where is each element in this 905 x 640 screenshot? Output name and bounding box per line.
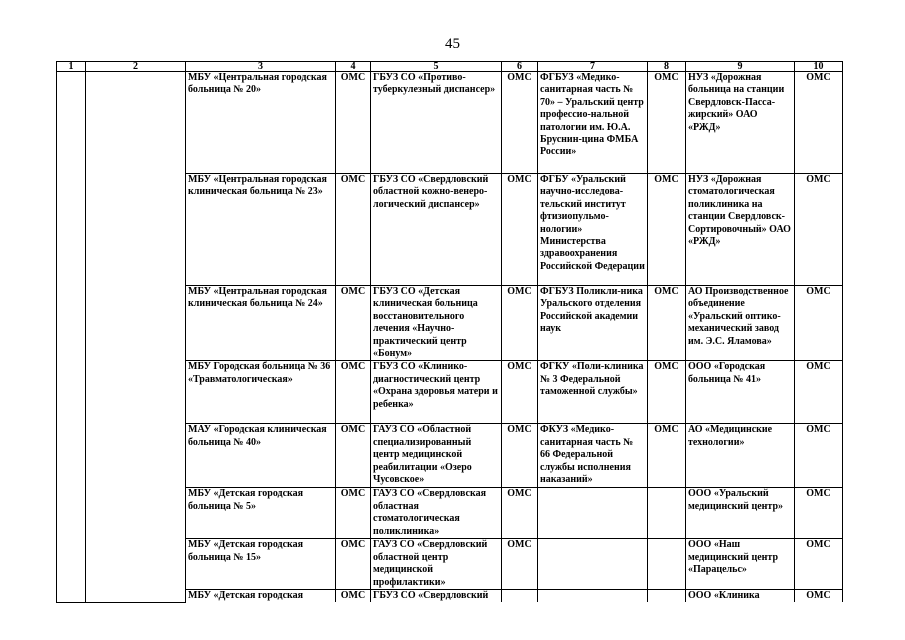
- oms-cell: [502, 590, 538, 603]
- oms-cell: ОМС: [336, 539, 371, 590]
- oms-cell: ОМС: [648, 286, 686, 361]
- oms-cell: ОМС: [502, 539, 538, 590]
- organization-cell: МБУ «Детская городская: [186, 590, 336, 603]
- organization-cell: ООО «Клиника: [686, 590, 795, 603]
- organization-cell: [538, 590, 648, 603]
- organization-cell: ГБУЗ СО «Противо-туберкулезный диспансер»: [371, 72, 502, 174]
- column-number: 3: [186, 62, 336, 72]
- organization-cell: ФКУЗ «Медико-санитарная часть № 66 Федеральной службы исполнения наказаний»: [538, 424, 648, 488]
- column-number: 9: [686, 62, 795, 72]
- column-number: 4: [336, 62, 371, 72]
- oms-cell: ОМС: [795, 72, 843, 174]
- oms-cell: ОМС: [795, 286, 843, 361]
- column-number: 6: [502, 62, 538, 72]
- oms-cell: ОМС: [336, 590, 371, 603]
- oms-cell: ОМС: [336, 424, 371, 488]
- organization-cell: ФГБУ «Уральский научно-исследова-тельский институт фтизиопульмо-нологии» Министерства здравоохранения Российской Федерации: [538, 174, 648, 286]
- organization-cell: ГАУЗ СО «Областной специализированный центр медицинской реабилитации «Озеро Чусовское»: [371, 424, 502, 488]
- oms-cell: ОМС: [795, 174, 843, 286]
- oms-cell: ОМС: [502, 361, 538, 424]
- column-number: 1: [57, 62, 86, 72]
- column-number: 5: [371, 62, 502, 72]
- organization-cell: ГАУЗ СО «Свердловский областной центр медицинской профилактики»: [371, 539, 502, 590]
- page-number: 45: [445, 36, 460, 52]
- oms-cell: ОМС: [795, 488, 843, 539]
- organization-cell: МАУ «Городская клиническая больница № 40»: [186, 424, 336, 488]
- oms-cell: ОМС: [336, 174, 371, 286]
- organizations-table: [56, 61, 843, 603]
- col1-cell: [57, 72, 86, 603]
- col2-cell: [86, 72, 186, 603]
- oms-cell: ОМС: [502, 286, 538, 361]
- organization-cell: ГБУЗ СО «Свердловский областной кожно-венеро-логический диспансер»: [371, 174, 502, 286]
- oms-cell: ОМС: [795, 361, 843, 424]
- oms-cell: ОМС: [795, 539, 843, 590]
- organization-cell: ООО «Городская больница № 41»: [686, 361, 795, 424]
- oms-cell: ОМС: [648, 174, 686, 286]
- organization-cell: МБУ «Центральная городская клиническая больница № 24»: [186, 286, 336, 361]
- organization-cell: ГБУЗ СО «Свердловский: [371, 590, 502, 603]
- oms-cell: ОМС: [795, 590, 843, 603]
- organization-cell: [538, 539, 648, 590]
- organization-cell: ООО «Уральский медицинский центр»: [686, 488, 795, 539]
- organization-cell: ГАУЗ СО «Свердловская областная стоматологическая поликлиника»: [371, 488, 502, 539]
- oms-cell: ОМС: [502, 174, 538, 286]
- organization-cell: НУЗ «Дорожная больница на станции Свердловск-Пасса-жирский» ОАО «РЖД»: [686, 72, 795, 174]
- oms-cell: ОМС: [795, 424, 843, 488]
- oms-cell: ОМС: [336, 286, 371, 361]
- organization-cell: ГБУЗ СО «Клинико-диагностический центр «Охрана здоровья матери и ребенка»: [371, 361, 502, 424]
- organization-cell: ООО «Наш медицинский центр «Парацельс»: [686, 539, 795, 590]
- organization-cell: АО «Медицинские технологии»: [686, 424, 795, 488]
- table-row: [57, 72, 843, 174]
- oms-cell: ОМС: [336, 361, 371, 424]
- oms-cell: ОМС: [336, 72, 371, 174]
- organization-cell: МБУ «Центральная городская клиническая больница № 23»: [186, 174, 336, 286]
- organization-cell: ФГБУЗ Поликли-ника Уральского отделения Российской академии наук: [538, 286, 648, 361]
- column-number: 8: [648, 62, 686, 72]
- organization-cell: [538, 488, 648, 539]
- organization-cell: МБУ Городская больница № 36 «Травматологическая»: [186, 361, 336, 424]
- organization-cell: ФГКУ «Поли-клиника № 3 Федеральной таможенной службы»: [538, 361, 648, 424]
- column-number: 10: [795, 62, 843, 72]
- organization-cell: ГБУЗ СО «Детская клиническая больница восстановительного лечения «Научно-практический центр «Бонум»: [371, 286, 502, 361]
- oms-cell: [648, 488, 686, 539]
- organization-cell: АО Производственное объединение «Уральский оптико-механический завод им. Э.С. Яламова»: [686, 286, 795, 361]
- oms-cell: ОМС: [648, 72, 686, 174]
- oms-cell: ОМС: [648, 361, 686, 424]
- organization-cell: МБУ «Детская городская больница № 15»: [186, 539, 336, 590]
- oms-cell: ОМС: [502, 72, 538, 174]
- organization-cell: НУЗ «Дорожная стоматологическая поликлиника на станции Свердловск-Сортировочный» ОАО «РЖД»: [686, 174, 795, 286]
- organization-cell: МБУ «Центральная городская больница № 20»: [186, 72, 336, 174]
- organization-cell: ФГБУЗ «Медико-санитарная часть № 70» – Уральский центр профессио-нальной патологии им. Ю.А. Бруснин-цина ФМБА России»: [538, 72, 648, 174]
- oms-cell: [648, 590, 686, 603]
- column-number: 2: [86, 62, 186, 72]
- organization-cell: МБУ «Детская городская больница № 5»: [186, 488, 336, 539]
- column-number: 7: [538, 62, 648, 72]
- oms-cell: ОМС: [336, 488, 371, 539]
- oms-cell: ОМС: [648, 424, 686, 488]
- column-number-row: [57, 62, 843, 72]
- oms-cell: ОМС: [502, 424, 538, 488]
- oms-cell: ОМС: [502, 488, 538, 539]
- oms-cell: [648, 539, 686, 590]
